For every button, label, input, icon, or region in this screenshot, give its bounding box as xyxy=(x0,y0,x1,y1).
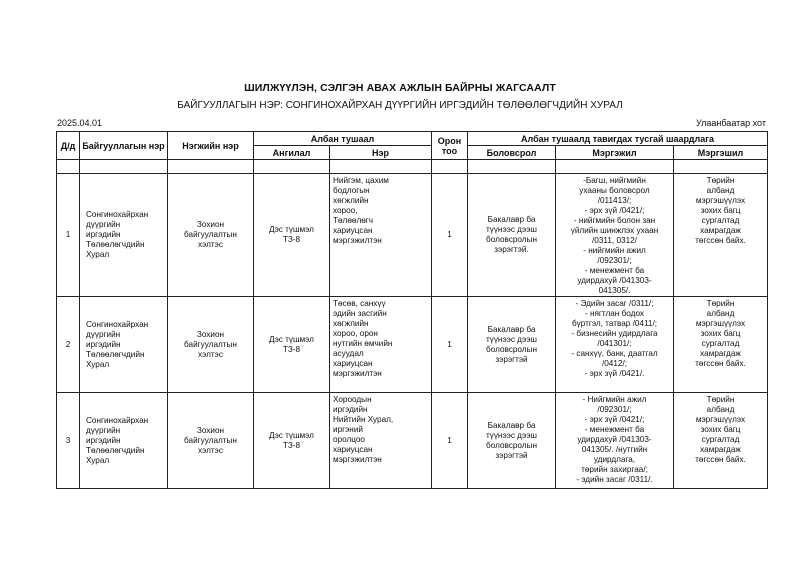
cell-line: зэрэгтэй xyxy=(495,450,528,460)
cell-line: түүнээс дээш xyxy=(486,430,537,440)
cell-line: байгуулалтын xyxy=(184,435,237,445)
cell-org-name xyxy=(80,297,168,393)
cell-line: үйлийн шинжлэх ухаан xyxy=(570,226,659,235)
header-requirements: Албан тушаалд тавигдах тусгай шаардлага xyxy=(468,132,768,146)
cell-line: байгуулалтын xyxy=(184,339,237,349)
cell-count: 1 xyxy=(432,174,468,297)
cell-line: - эрх зүй /0421/. xyxy=(584,369,645,378)
cell-line: иргэдийн xyxy=(86,435,121,445)
header-dd: Д/д xyxy=(57,132,80,160)
cell-line: зэрэгтэй xyxy=(495,354,528,364)
header-org-name: Байгууллагын нэр xyxy=(80,132,168,160)
cell-line: - бизнесийн удирдлага xyxy=(571,329,658,338)
cell-line: 041305/. xyxy=(598,286,631,295)
cell-line: удирдлага, xyxy=(593,455,636,464)
cell-line: албанд xyxy=(706,405,735,414)
cell-line: - эдийн засаг /0311/. xyxy=(576,475,653,484)
cell-line: иргэдийн xyxy=(86,339,121,349)
cell-line: мэргэшүүлэх xyxy=(695,319,746,328)
cell-line: Төрийн xyxy=(706,395,735,404)
cell-line: боловсролын xyxy=(486,440,537,450)
cell-line: удирдахуй /041303- xyxy=(577,435,652,444)
header-position-name: Нэр xyxy=(330,146,432,160)
cell-line: - Нийгмийн ажил xyxy=(582,395,647,404)
cell-line: Бакалавр ба xyxy=(487,420,536,430)
cell-line: түүнээс дээш xyxy=(486,225,537,234)
cell-line: Нийтийн Хурал, xyxy=(333,415,394,424)
cell-line: дүүргийн xyxy=(86,329,121,339)
cell-unit-name xyxy=(168,174,254,297)
cell-line: Хороодын xyxy=(333,395,372,404)
cell-line: /092301/; xyxy=(597,405,632,414)
header-count: Орон тоо xyxy=(432,132,468,160)
cell-skill xyxy=(674,297,768,393)
cell-line: иргэдийн xyxy=(333,405,368,414)
cell-line: зохих багц xyxy=(700,206,741,215)
cell-line: хамрагдаж xyxy=(700,445,741,454)
cell-line: Төлөөлөгч xyxy=(333,216,374,225)
cell-position-name xyxy=(330,297,432,393)
cell-line: Зохион xyxy=(196,329,225,339)
cell-position-class xyxy=(254,297,330,393)
cell-line: Дэс түшмэл xyxy=(269,334,314,344)
cell-line: мэргэжилтэн xyxy=(333,455,382,464)
cell-line: мэргэжилтэн xyxy=(333,369,382,378)
cell-line: төгссөн байх. xyxy=(695,236,746,245)
cell-line: Төлөөлөгчдийн xyxy=(86,349,145,359)
cell-line: хариуцсан xyxy=(333,226,373,235)
cell-line: Бакалавр ба xyxy=(487,215,536,224)
cell-line: ТЗ-8 xyxy=(282,235,301,244)
cell-line: - эрх зүй /0421/; xyxy=(584,415,645,424)
cell-line: сургалтад xyxy=(701,339,740,348)
header-position-class: Ангилал xyxy=(254,146,330,160)
cell-line: - санхүү, банк, даатгал xyxy=(571,349,658,358)
cell-line: Хурал xyxy=(86,250,110,259)
cell-line: ТЗ-8 xyxy=(282,344,301,354)
cell-dd: 2 xyxy=(57,297,80,393)
cell-line: түүнээс дээш xyxy=(486,334,537,344)
cell-line: Дэс түшмэл xyxy=(269,225,314,234)
cell-line: Сонгинохайрхан xyxy=(86,210,149,219)
cell-line: ухааны боловсрол xyxy=(579,186,650,195)
cell-line: бодлогын xyxy=(333,186,370,195)
table-row xyxy=(57,297,768,393)
cell-line: төгссөн байх. xyxy=(695,455,746,464)
table-row xyxy=(57,174,768,297)
cell-skill xyxy=(674,174,768,297)
header-profession: Мэргэжил xyxy=(556,146,674,160)
cell-line: Нийгэм, цахим xyxy=(333,176,389,185)
cell-education xyxy=(468,174,556,297)
cell-line: хороо, xyxy=(333,206,358,215)
cell-line: дүүргийн xyxy=(86,425,121,435)
table-row xyxy=(57,393,768,489)
cell-line: төгссөн байх. xyxy=(695,359,746,368)
cell-line: мэргэжилтэн xyxy=(333,236,382,245)
cell-line: Хурал xyxy=(86,359,110,369)
cell-line: иргэдийн xyxy=(86,230,121,239)
cell-line: Зохион xyxy=(196,220,225,229)
cell-count: 1 xyxy=(432,297,468,393)
cell-line: удирдахуй /041303- xyxy=(577,276,652,285)
cell-line: /092301/; xyxy=(597,256,632,265)
cell-position-name xyxy=(330,393,432,489)
cell-unit-name xyxy=(168,297,254,393)
cell-count: 1 xyxy=(432,393,468,489)
header-education: Боловсрол xyxy=(468,146,556,160)
cell-education xyxy=(468,297,556,393)
cell-line: хэлтэс xyxy=(198,240,223,249)
header-unit-name: Нэгжийн нэр xyxy=(168,132,254,160)
cell-line: мэргэшүүлэх xyxy=(695,415,746,424)
cell-dd: 1 xyxy=(57,174,80,297)
cell-line: /041301/; xyxy=(597,339,632,348)
cell-line: Төлөөлөгчдийн xyxy=(86,240,145,249)
cell-line: Сонгинохайрхан xyxy=(86,415,149,425)
cell-line: зохих багц xyxy=(700,425,741,434)
cell-line: - менежмент ба xyxy=(584,425,645,434)
cell-line: хэлтэс xyxy=(198,445,223,455)
cell-skill xyxy=(674,393,768,489)
cell-line: зохих багц xyxy=(700,329,741,338)
cell-line: Төсөв, санхүү xyxy=(333,299,386,308)
cell-position-name xyxy=(330,174,432,297)
cell-line: хөгжлийн xyxy=(333,319,369,328)
cell-line: дүүргийн xyxy=(86,220,121,229)
cell-line: Төрийн xyxy=(706,299,735,308)
cell-line: боловсролын xyxy=(486,235,537,244)
cell-line: - нийгмийн ажил xyxy=(583,246,646,255)
cell-line: Сонгинохайрхан xyxy=(86,319,149,329)
cell-line: иргэний xyxy=(333,425,363,434)
cell-line: /0412/; xyxy=(601,359,628,368)
cell-line: нутгийн өмчийн xyxy=(333,339,393,348)
cell-org-name xyxy=(80,174,168,297)
cell-profession xyxy=(556,297,674,393)
cell-profession xyxy=(556,174,674,297)
cell-position-class xyxy=(254,393,330,489)
cell-line: мэргэшүүлэх xyxy=(695,196,746,205)
cell-line: албанд xyxy=(706,186,735,195)
cell-line: Зохион xyxy=(196,425,225,435)
cell-line: хөгжлийн xyxy=(333,196,369,205)
cell-line: Хурал xyxy=(86,455,110,465)
cell-unit-name xyxy=(168,393,254,489)
cell-line: Төрийн xyxy=(706,176,735,185)
cell-line: 041305/. /нутгийн xyxy=(581,445,648,454)
cell-line: Бакалавр ба xyxy=(487,324,536,334)
cell-line: сургалтад xyxy=(701,216,740,225)
cell-org-name xyxy=(80,393,168,489)
cell-line: боловсролын xyxy=(486,344,537,354)
cell-line: зэрэгтэй. xyxy=(494,245,529,254)
cell-line: /0311, 0312/ xyxy=(592,236,637,245)
cell-line: /011413/; xyxy=(597,196,632,205)
cell-line: албанд xyxy=(706,309,735,318)
cell-line: хороо, орон xyxy=(333,329,378,338)
cell-line: -Багш, нийгмийн xyxy=(583,176,646,185)
cell-line: хамрагдаж xyxy=(700,226,741,235)
cell-dd: 3 xyxy=(57,393,80,489)
cell-line: сургалтад xyxy=(701,435,740,444)
cell-line: асуудал xyxy=(333,349,364,358)
cell-line: - нягтлан бодох xyxy=(584,309,645,318)
cell-line: эдийн засгийн xyxy=(333,309,387,318)
cell-line: Төлөөлөгчдийн xyxy=(86,445,145,455)
cell-line: төрийн захиргаа/; xyxy=(581,465,648,474)
header-skill: Мэргэшил xyxy=(674,146,768,160)
job-list-table xyxy=(56,131,768,489)
document-city: Улаанбаатар хот xyxy=(696,118,766,128)
cell-line: бүртгэл, татвар /0411/; xyxy=(571,319,658,328)
cell-education xyxy=(468,393,556,489)
empty-row xyxy=(57,160,768,174)
cell-line: хариуцсан xyxy=(333,445,373,454)
cell-line: хэлтэс xyxy=(198,349,223,359)
document-date: 2025.04.01 xyxy=(57,118,103,128)
cell-line: - эрх зүй /0421/; xyxy=(584,206,645,215)
cell-position-class xyxy=(254,174,330,297)
header-position: Албан тушаал xyxy=(254,132,432,146)
cell-profession xyxy=(556,393,674,489)
document-title: ШИЛЖҮҮЛЭН, СЭЛГЭН АВАХ АЖЛЫН БАЙРНЫ ЖАГСААЛТ xyxy=(244,82,556,94)
cell-line: Дэс түшмэл xyxy=(269,430,314,440)
cell-line: - менежмент ба xyxy=(584,266,645,275)
cell-line: - Эдийн засаг /0311/; xyxy=(575,299,654,308)
cell-line: оролцоо xyxy=(333,435,365,444)
cell-line: ТЗ-8 xyxy=(282,440,301,450)
cell-line: байгуулалтын xyxy=(184,230,237,239)
cell-line: хамрагдаж xyxy=(700,349,741,358)
document-subtitle: БАЙГУУЛЛАГЫН НЭР: СОНГИНОХАЙРХАН ДҮҮРГИЙН ИРГЭДИЙН ТӨЛӨӨЛӨГЧДИЙН ХУРАЛ xyxy=(177,100,623,111)
cell-line: - нийгмийн болон зан xyxy=(573,216,656,225)
cell-line: хариуцсан xyxy=(333,359,373,368)
